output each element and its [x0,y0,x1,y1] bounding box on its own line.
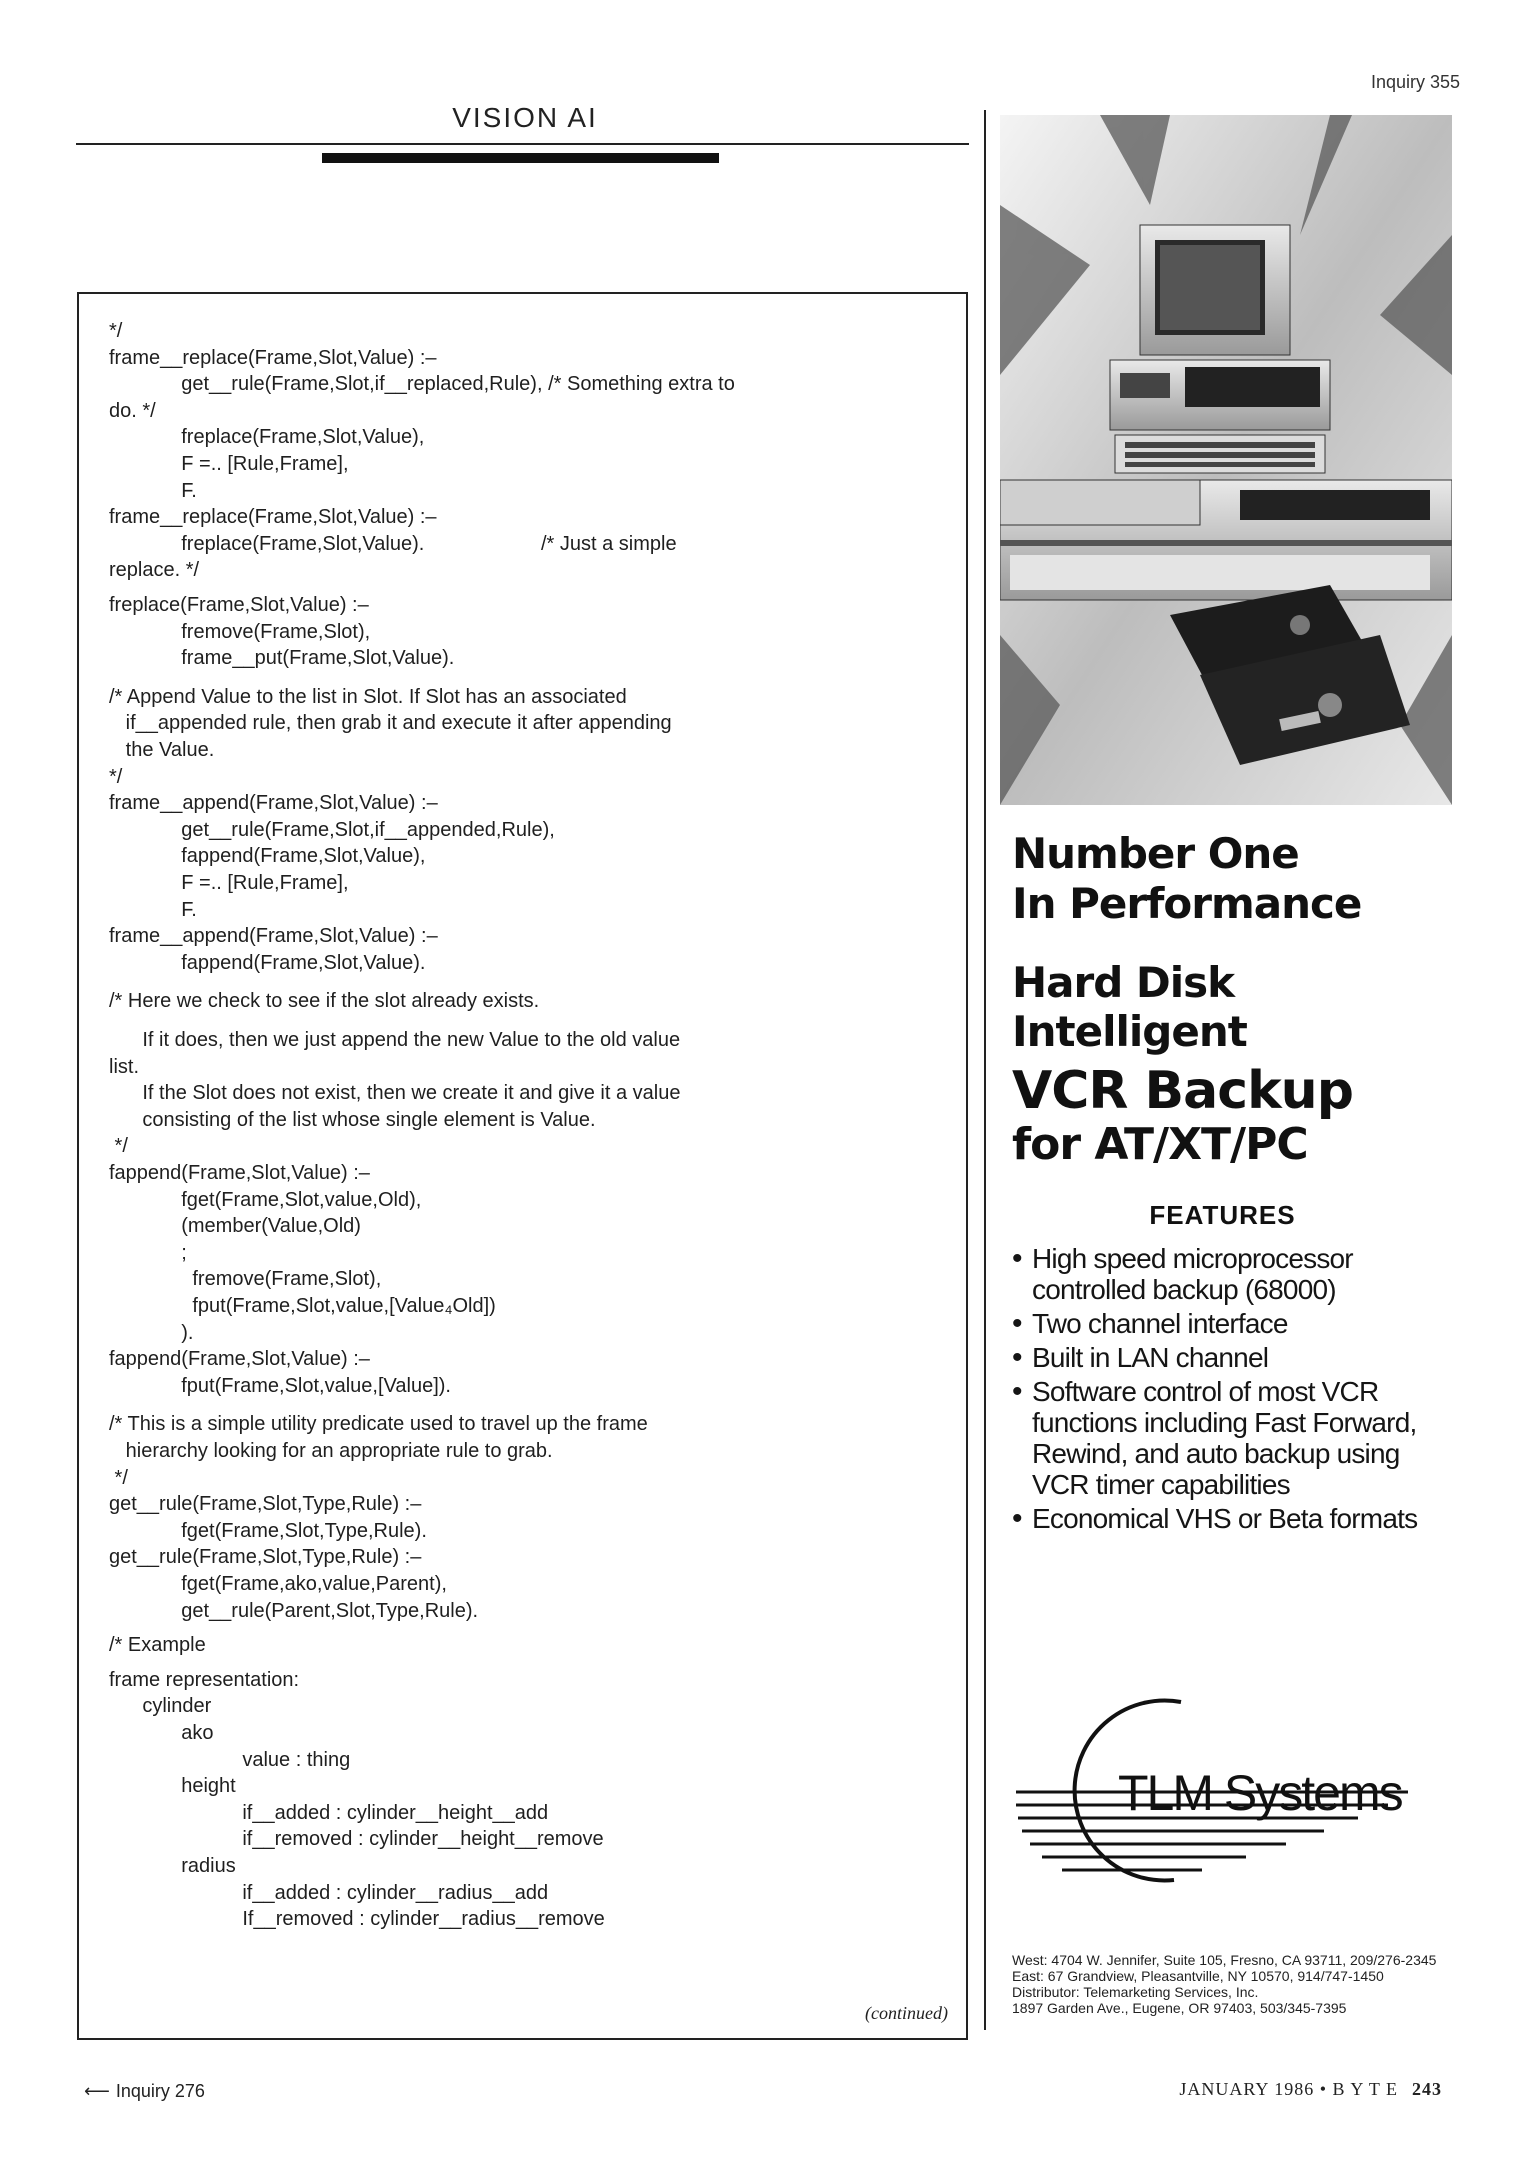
contact-distributor-address: 1897 Garden Ave., Eugene, OR 97403, 503/345-7395 [1012,2000,1347,2016]
feature-item: • Two channel interface [1012,1308,1462,1339]
code-line: frame__replace(Frame,Slot,Value) :– [109,506,437,529]
code-line: cylinder [109,1695,212,1718]
code-line: get__rule(Frame,Slot,Type,Rule) :– [109,1546,422,1569]
code-line: ; [109,1241,187,1264]
code-line: if__added : cylinder__radius__add [109,1881,549,1904]
code-line: freplace(Frame,Slot,Value), [109,426,425,449]
code-line: If it does, then we just append the new Value to the old value [109,1029,681,1051]
continued-note: (continued) [865,2003,948,2023]
code-line: if__appended rule, then grab it and execute it after appending [109,712,672,735]
code-line: fappend(Frame,Slot,Value) :– [109,1348,370,1371]
code-line: frame__append(Frame,Slot,Value) :– [109,925,438,948]
code-line: F. [109,479,197,502]
code-line: radius [109,1855,236,1877]
footer-inquiry-label: Inquiry 276 [115,2081,205,2101]
code-line: fput(Frame,Slot,value,[Value]). [109,1374,451,1397]
section-title: VISION AI [452,102,598,133]
code-line: /* Here we check to see if the slot already exists. [109,990,540,1013]
contact-west: West: 4704 W. Jennifer, Suite 105, Fresno, CA 93711, 209/276-2345 [1012,1952,1437,1968]
feature-item: • High speed microprocessor controlled backup (68000) [1012,1243,1462,1305]
code-line: if__removed : cylinder__height__remove [109,1828,604,1851]
ad-headline-performance: In Performance [1012,879,1362,928]
code-line: freplace(Frame,Slot,Value). /* Just a simple [109,532,677,555]
header-bar [322,153,719,163]
code-line: F. [109,898,197,921]
code-line: if__added : cylinder__height__add [109,1801,549,1824]
code-line: fput(Frame,Slot,value,[Value₄Old]) [109,1295,496,1317]
contact-block [1012,1952,1462,2016]
code-line: frame__put(Frame,Slot,Value). [109,647,455,670]
code-line: fappend(Frame,Slot,Value), [109,845,426,868]
code-line: height [109,1775,236,1798]
code-line: fget(Frame,Slot,value,Old), [109,1188,422,1211]
code-line: replace. */ [109,559,200,582]
features-list [1012,1243,1462,1537]
code-line: If the Slot does not exist, then we create it and give it a value [109,1082,681,1105]
footer-issue-date: JANUARY 1986 • B Y T E [1179,2079,1398,2099]
code-line: freplace(Frame,Slot,Value) :– [109,594,369,616]
code-line: list. [109,1055,139,1078]
code-line: get__rule(Frame,Slot,if__replaced,Rule), /* Something extra to [109,373,735,396]
inquiry-number-top: Inquiry 355 [1370,72,1460,92]
code-line: */ [109,1466,128,1489]
code-line: fappend(Frame,Slot,Value). [109,951,426,974]
footer-inquiry [84,2081,205,2102]
ad-headline-vcr-backup: VCR Backup [1012,1061,1353,1121]
code-line: */ [109,1135,128,1158]
code-line: fget(Frame,Slot,Type,Rule). [109,1519,427,1542]
code-line: */ [109,765,123,788]
code-line: frame representation: [109,1668,300,1691]
code-line: /* Append Value to the list in Slot. If Slot has an associated [109,685,627,708]
code-line: fremove(Frame,Slot), [109,1268,382,1291]
contact-east: East: 67 Grandview, Pleasantville, NY 10570, 914/747-1450 [1012,1968,1384,1984]
code-line: do. */ [109,399,156,422]
code-line: F =.. [Rule,Frame], [109,872,349,894]
ad-headline-intelligent: Intelligent [1012,1007,1247,1056]
code-line: /* Example [109,1634,206,1657]
arrow-left-icon: ⟵ [84,2081,110,2101]
page-number: 243 [1412,2079,1442,2099]
contact-distributor: Distributor: Telemarketing Services, Inc. [1012,1984,1259,2000]
code-line: get__rule(Frame,Slot,Type,Rule) :– [109,1493,422,1516]
code-line: ). [109,1321,194,1344]
code-line: If__removed : cylinder__radius__remove [109,1908,605,1931]
code-line: frame__append(Frame,Slot,Value) :– [109,792,438,815]
code-line: get__rule(Parent,Slot,Type,Rule). [109,1599,479,1622]
code-line: consisting of the list whose single element is Value. [109,1108,596,1131]
code-line: value : thing [109,1748,351,1771]
code-listing-box [77,292,968,2040]
code-line: fremove(Frame,Slot), [109,620,371,643]
footer-issue [1100,2079,1442,2100]
feature-item: • Software control of most VCR functions including Fast Forward, Rewind, and auto backup using VCR timer capabilities [1012,1376,1462,1500]
code-line: */ [109,320,123,342]
vcr-computer-photo [1000,115,1452,805]
code-line: frame__replace(Frame,Slot,Value) :– [109,346,437,369]
code-line: /* This is a simple utility predicate used to travel up the frame [109,1413,648,1436]
ad-headline-number-one: Number One [1012,829,1299,878]
ad-headline-hard-disk: Hard Disk [1012,958,1235,1007]
code-line: ako [109,1722,214,1744]
code-line: fappend(Frame,Slot,Value) :– [109,1162,370,1184]
feature-item: • Built in LAN channel [1012,1342,1462,1373]
code-line: fget(Frame,ako,value,Parent), [109,1573,447,1595]
features-title: FEATURES [1149,1200,1296,1230]
code-line: get__rule(Frame,Slot,if__appended,Rule), [109,818,555,841]
column-divider [984,110,986,2030]
header-rule [76,143,969,145]
code-line: hierarchy looking for an appropriate rule to grab. [109,1440,553,1462]
feature-item: • Economical VHS or Beta formats [1012,1503,1462,1534]
code-line: the Value. [109,739,215,761]
ad-headline-platforms: for AT/XT/PC [1012,1119,1308,1170]
tlm-logo-text: TLM Systems [1118,1765,1402,1821]
code-line: (member(Value,Old) [109,1215,361,1238]
code-line: F =.. [Rule,Frame], [109,453,349,475]
